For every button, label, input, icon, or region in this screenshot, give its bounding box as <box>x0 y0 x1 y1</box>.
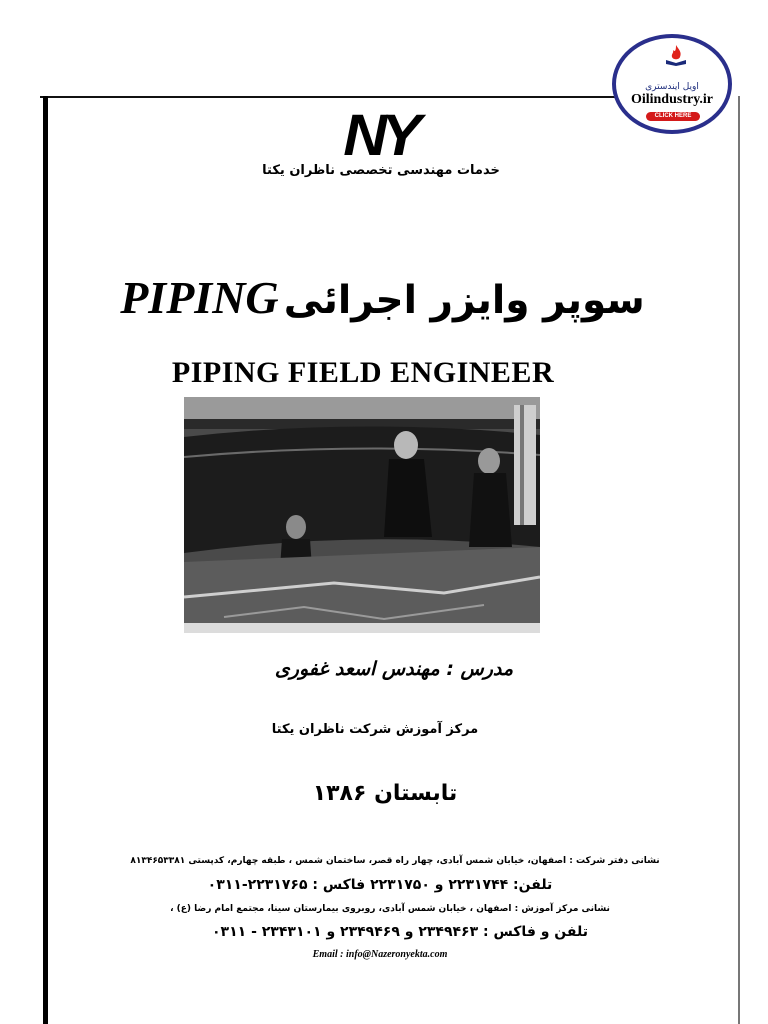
oilindustry-badge[interactable] <box>612 34 732 134</box>
page-title <box>105 270 660 336</box>
title-english: PIPING <box>120 272 279 323</box>
badge-site-text[interactable]: Oilindustry.ir <box>630 92 714 107</box>
season-date: تابستان ۱۳۸۶ <box>312 781 458 806</box>
click-here-button[interactable]: CLICK HERE <box>646 112 700 121</box>
instructor-name: مدرس : مهندس اسعد غفوری <box>274 658 514 680</box>
office-phone: تلفن: ۲۲۳۱۷۴۴ و ۲۲۳۱۷۵۰ فاکس : ۲۲۳۱۷۶۵-۰۳۱۱ <box>207 877 553 893</box>
training-address: نشانی مرکز آموزش : اصفهان ، خیابان شمس آبادی، روبروی بیمارستان سینا، مجتمع امام رضا (ع) ، <box>170 904 610 914</box>
right-border-line <box>738 96 740 1024</box>
title-persian: سوپر وایزر اجرائی <box>283 278 645 323</box>
flame-book-icon <box>664 44 688 66</box>
page-subtitle: PIPING FIELD ENGINEER <box>171 356 555 389</box>
photo-workers-on-pipe <box>184 397 540 633</box>
top-border-line <box>40 96 620 98</box>
company-name: خدمات مهندسی تخصصی ناظران یکتا <box>262 163 500 178</box>
training-phone: تلفن و فاکس : ۲۳۴۹۴۶۳ و ۲۳۴۹۴۶۹ و ۲۳۴۳۱۰۱ - ۰۳۱۱ <box>212 924 588 940</box>
badge-persian-text: اویل ایندستری <box>645 82 699 92</box>
company-logo: NY <box>343 103 416 168</box>
training-center-name: مرکز آموزش شرکت ناظران یکتا <box>271 722 479 737</box>
email-line[interactable]: Email : info@Nazeronyekta.com <box>312 949 448 960</box>
office-address: نشانی دفتر شرکت : اصفهان، خیابان شمس آبادی، چهار راه قصر، ساختمان شمس ، طبقه چهارم، کدپستی ۸۱۳۴۶۵۳۳۸۱ <box>130 856 660 866</box>
left-border-line <box>43 96 48 1024</box>
